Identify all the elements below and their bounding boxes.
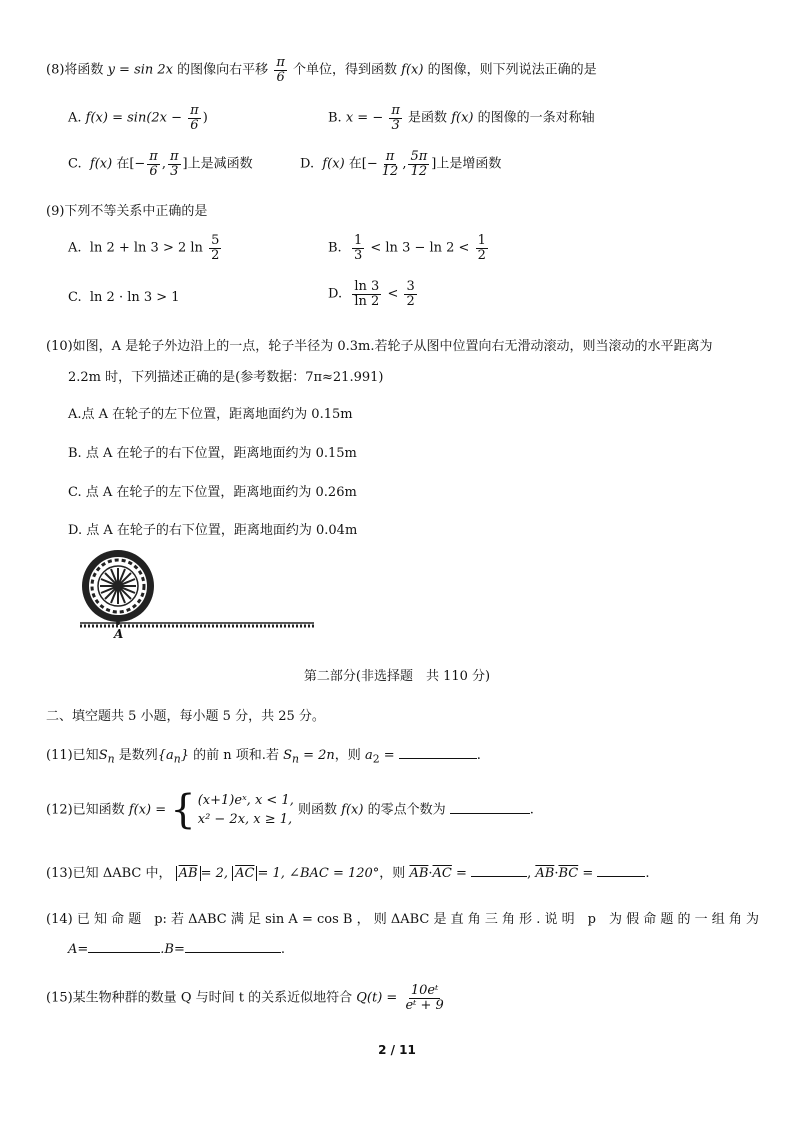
q14-line1: (14) 已 知 命 题 p: 若 ΔABC 满 足 sin A = cos B ， 则 ΔABC 是 直 角 三 角 形 . 说 明 p 为 假 命 题 的 一 组 角 为 <box>46 912 760 927</box>
section-fill-blank: 二、填空题共 5 小题，每小题 5 分，共 25 分。 <box>46 709 325 724</box>
q8-option-c: C. f(x) 在[− $\frac{\pi}{6}$ , $\frac{\pi}{3}$ ]上是减函数 <box>68 149 253 179</box>
q9-option-a: A. ln 2 + ln 3 > 2 ln $\frac{5}{2}$ <box>68 233 220 263</box>
q9-option-d: D. $\frac{\ln 3}{\ln 2}$ < $\frac{3}{2}$ <box>328 279 415 309</box>
q8-option-a: A. f(x) = sin(2x − $\frac{\pi}{6}$ ) <box>68 103 208 133</box>
q8-shift-fraction: $\frac{\pi}{6}$ <box>276 55 285 85</box>
q12: (12)已知函数 f(x) = { (x+1)eˣ, x < 1, x² − 2x, x ≥ 1, 则函数 f(x) 的零点个数为 . <box>46 787 534 833</box>
q10-option-d: D. 点 A 在轮子的右下位置，距离地面约为 0.04m <box>68 523 358 538</box>
q13-answer-blank-2[interactable] <box>597 864 645 877</box>
q10-option-b: B. 点 A 在轮子的右下位置，距离地面约为 0.15m <box>68 446 357 461</box>
q8-option-b: B. x = − $\frac{\pi}{3}$ 是函数 f(x) 的图像的一条对称轴 <box>328 103 595 133</box>
q13-answer-blank-1[interactable] <box>471 864 527 877</box>
q11-answer-blank[interactable] <box>399 746 477 759</box>
ground-line <box>80 623 314 626</box>
q15: (15)某生物种群的数量 Q 与时间 t 的关系近似地符合 Q(t) = $\frac{\text{10eᵗ}}{\text{eᵗ + 9}}$ <box>46 983 444 1013</box>
point-a-label: A <box>114 627 124 641</box>
q14-answer-blank-a[interactable] <box>88 940 160 953</box>
q10-stem-line1: (10)如图，A 是轮子外边沿上的一点，轮子半径为 0.3m.若轮子从图中位置向右无滑动滚动，则当滚动的水平距离为 <box>46 339 713 354</box>
q12-piecewise: { (x+1)eˣ, x < 1, x² − 2x, x ≥ 1, <box>170 787 294 833</box>
wheel-hub <box>113 581 123 591</box>
q10-option-c: C. 点 A 在轮子的左下位置，距离地面约为 0.26m <box>68 485 357 500</box>
wheel-figure <box>76 548 320 642</box>
part2-title: 第二部分(非选择题 共 110 分) <box>303 669 491 684</box>
q8-stem: (8)将函数 y = sin 2x 的图像向右平移 $\frac{\pi}{6}$ 个单位，得到函数 f(x) 的图像，则下列说法正确的是 <box>46 55 597 85</box>
page-number: 2 / 11 <box>378 1043 416 1057</box>
q14-line2: A= .B= . <box>68 942 285 957</box>
q8-option-d: D. f(x) 在[− $\frac{\pi}{12}$ , $\frac{5\pi}{12}$ ]上是增函数 <box>300 149 502 179</box>
q10-stem-line2: 2.2m 时，下列描述正确的是(参考数据：7π≈21.991) <box>68 370 384 385</box>
q14-answer-blank-b[interactable] <box>185 940 281 953</box>
q13: (13)已知 ΔABC 中， $\overline{AB} = 2$, $\overline{AC} = 1$, ∠BAC = 120°，则 $\overline{AB}\cdot\overline{AC}$ = , $\overline{AB}\cdot\overline{BC}$ = . <box>46 866 650 881</box>
q9-option-b: B. $\frac{1}{3}$ < ln 3 − ln 2 < $\frac{1}{2}$ <box>328 233 486 263</box>
q12-answer-blank[interactable] <box>450 801 530 814</box>
point-a-marker <box>116 621 120 625</box>
q9-option-c: C. ln 2 · ln 3 > 1 <box>68 290 180 305</box>
q10-option-a: A.点 A 在轮子的左下位置，距离地面约为 0.15m <box>68 407 353 422</box>
q11: (11)已知$S_n$ 是数列$\{a_n\}$ 的前 n 项和.若 $S_n = 2n$，则 $a_2$ = . <box>46 748 481 766</box>
q9-stem: (9)下列不等关系中正确的是 <box>46 204 208 219</box>
